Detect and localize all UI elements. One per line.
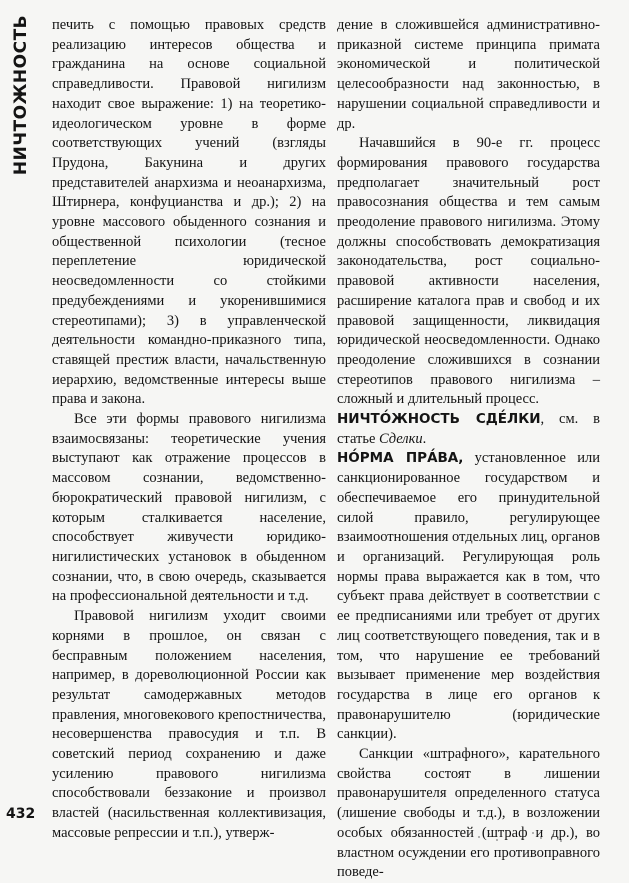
scan-speckle xyxy=(474,830,564,844)
paragraph: Все эти формы правового нигилизма взаимосвязаны: теоретические учения выступают как отражение процессов в массовом сознании, ведомственно-бюрократический правовой нигилизм, с которым сталкивается население, способствует живучести юридико-нигилистических установок в обыденном сознании, что, в свою очередь, сказывается на профессиональной деятельности и т.д. xyxy=(52,411,326,605)
cross-reference: Сделки xyxy=(379,430,423,447)
paragraph: Правовой нигилизм уходит своими корнями в прошлое, он связан с бесправным положением населения, например, в дореволюционной России как результат самодержавных методов правления, многовекового крепостничества, несовершенства правосудия и т.п. В советский период сохранению и даже усилению правового нигилизма способствовали беззаконие и произвол властей (насильственная коллективизация, массовые репрессии и т.п.), утверж- xyxy=(52,608,326,841)
running-head xyxy=(6,14,36,176)
paragraph: Начавшийся в 90-е гг. процесс формирования правового государства предполагает значительный рост правосознания общества и тем самым преодоление правового нигилизма. Этому должны способствовать демократизация законодательства, рост социально-правовой активности населения, расширение каталога прав и свобод и их правовой защищенности, ликвидация юридической неосведомленности. Однако преодоление сложившихся в сознании стереотипов правового нигилизма – сложный и длительный процесс. xyxy=(337,135,600,408)
entry-headword: НИЧТО́ЖНОСТЬ СДЕ́ЛКИ xyxy=(337,411,541,428)
entry-text: . xyxy=(422,430,427,447)
paragraph: дение в сложившейся административно-приказной системе принципа примата экономической и политической целесообразности над законностью, в нарушении социальной справедливости и др. xyxy=(337,17,600,132)
running-head-text: НИЧТОЖНОСТЬ xyxy=(11,14,31,176)
dictionary-entry xyxy=(337,449,600,745)
dictionary-entry xyxy=(337,410,600,449)
left-column xyxy=(52,16,326,844)
entry-text: установленное или санкционированное государством и обеспечиваемое его принудительной силой правило, регулирующее взаимоотношения отдельных лиц, органов и организаций. Регулирующая роль нормы права выражается как в том, что субъект права действует в соответствии с ее предписаниями или требует от других лиц соответствующего поведения, так и в том, что нарушение ее требований вызывает применение мер воздействия государства в лице его органов к правонарушителю (юридические санкции). xyxy=(337,450,601,743)
right-column xyxy=(337,16,600,883)
paragraph: печить с помощью правовых средств реализацию интересов общества и гражданина на основе социальной справедливости. Правовой нигилизм находит свое выражение: 1) на теоретико-идеологическом уровне в форме соответствующих учений (взгляды Прудона, Бакунина и других представителей анархизма и неоанархизма, Штирнера, конфуцианства и др.); 2) на уровне массового обыденного сознания и общественной психологии (тесное переплетение юридической неосведомленности со стойкими предубеждениями и укоренившимися стереотипами); 3) в управленческой деятельности командно-приказного типа, ставящей престиж власти, начальственную иерархию, ведомственные интересы выше права и закона. xyxy=(52,17,326,408)
entry-text: , см. в статье xyxy=(337,411,600,447)
page-number: 432 xyxy=(6,806,36,822)
paragraph: Санкции «штрафного», карательного свойства состоят в лишении правонарушителя определенного статуса (лишение свободы и т.д.), в возложении особых обязанностей (штраф и др.), во властном осуждении его противоправного поведе- xyxy=(337,746,600,881)
entry-headword: НО́РМА ПРА́ВА, xyxy=(337,450,464,467)
